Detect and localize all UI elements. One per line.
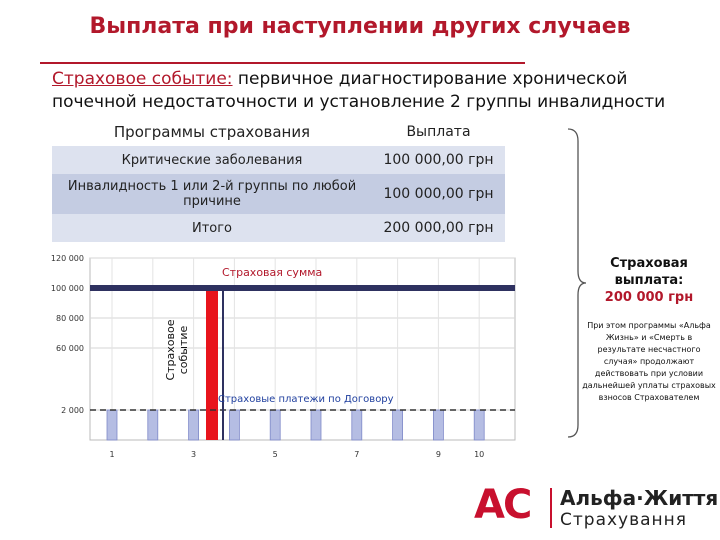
table-cell-program: Итого: [52, 214, 372, 242]
payout-amount: 200 000 грн: [604, 290, 694, 305]
event-label-line: событие: [177, 325, 190, 375]
payment-bar: [107, 410, 117, 440]
payment-bar: [270, 410, 280, 440]
payment-bar: [474, 410, 484, 440]
y-tick-label: 100 000: [50, 284, 84, 293]
page-title: Выплата при наступлении других случаев: [89, 14, 631, 39]
subtitle-lead: Страховое событие:: [52, 69, 233, 89]
table-header-payout: Выплата: [372, 118, 505, 146]
table-cell-payout: 200 000,00 грн: [372, 214, 505, 242]
table-row: [52, 214, 505, 242]
subtitle-rest: первичное диагностирование хронической почечной недостаточности и установление 2 группы инвалидности: [52, 69, 666, 112]
table-header-program: Программы страхования: [52, 118, 372, 146]
logo-line2: Страхування: [560, 510, 687, 530]
x-tick-label: 3: [191, 450, 197, 459]
x-tick-label: 7: [354, 450, 360, 459]
x-tick-label: 5: [272, 450, 278, 459]
page-subtitle: [52, 68, 692, 114]
table-cell-payout: 100 000,00 грн: [372, 146, 505, 174]
x-tick-label: 10: [474, 450, 485, 459]
table-cell-program: Инвалидность 1 или 2-й группы по любой причине: [52, 174, 372, 214]
title-divider: [40, 62, 525, 64]
table-cell-payout: 100 000,00 грн: [372, 174, 505, 214]
y-tick-label: 120 000: [50, 254, 84, 263]
logo-divider: [550, 488, 552, 528]
payment-bar: [189, 410, 199, 440]
x-axis-ticks: [109, 450, 484, 459]
series-label: Страховые платежи по Договору: [218, 394, 394, 405]
y-tick-label: 80 000: [56, 314, 84, 323]
table-row: [52, 146, 505, 174]
payments-chart: [0, 250, 560, 470]
event-bar: [206, 288, 218, 440]
table-cell-program: Критические заболевания: [52, 146, 372, 174]
payout-table: [52, 118, 505, 242]
payment-bar: [433, 410, 443, 440]
x-tick-label: 9: [435, 450, 441, 459]
payout-note: При этом программы «Альфа Жизнь» и «Смерть в результате несчастного случая» продолжают действовать при условии дальнейшей уплаты страховых взносов Страхователем: [582, 321, 716, 402]
y-tick-label: 2 000: [61, 406, 84, 415]
y-axis-ticks: [51, 254, 84, 415]
table-row: [52, 174, 505, 214]
payment-bar: [311, 410, 321, 440]
event-label: [164, 319, 190, 380]
company-logo: [474, 478, 719, 538]
logo-mark: AC: [474, 482, 531, 528]
payment-bar: [229, 410, 239, 440]
payout-summary: [582, 255, 716, 306]
payout-label: Страховая выплата:: [610, 256, 688, 288]
logo-line1: Альфа·Життя: [560, 486, 719, 510]
event-label-line: Страховое: [164, 319, 177, 381]
payment-bar: [148, 410, 158, 440]
payment-bar: [393, 410, 403, 440]
sum-line-label: Страховая сумма: [222, 266, 323, 279]
table-header-row: [52, 118, 505, 146]
x-tick-label: 1: [109, 450, 115, 459]
y-tick-label: 60 000: [56, 344, 84, 353]
payment-bar: [352, 410, 362, 440]
